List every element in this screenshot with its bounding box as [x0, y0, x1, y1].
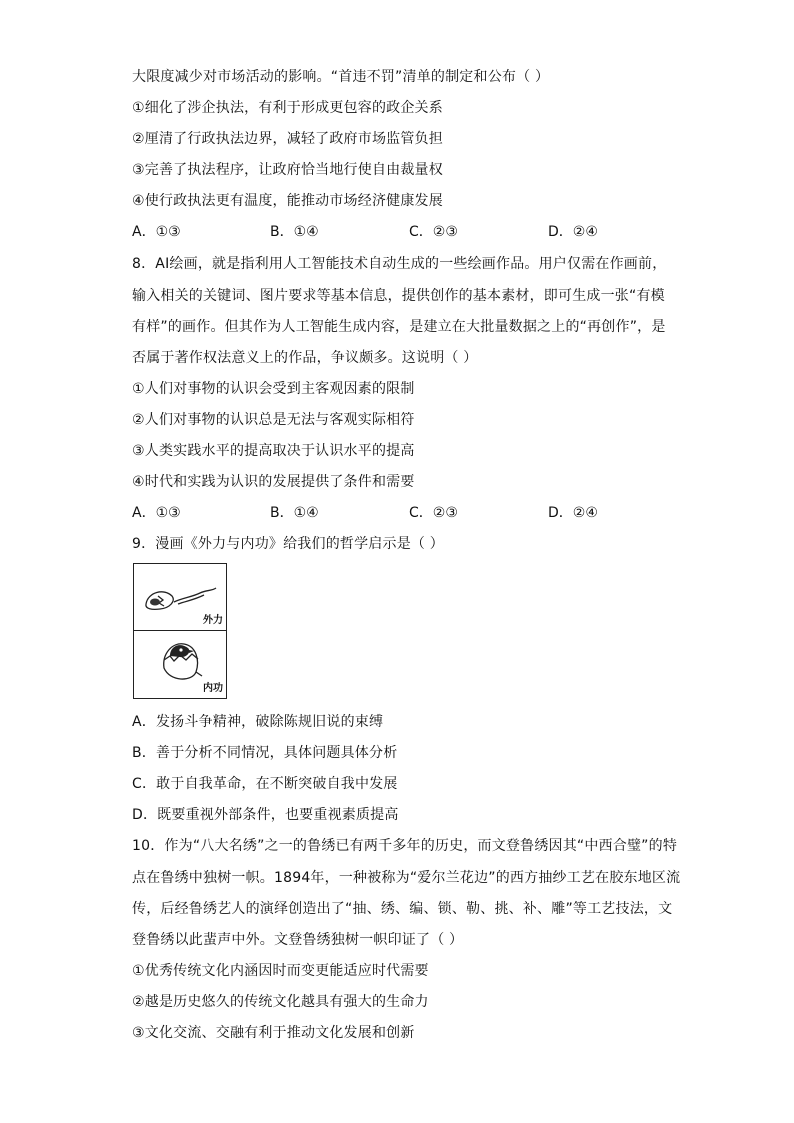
q9-option-d[interactable]: D．既要重视外部条件，也要重视素质提高 — [132, 807, 399, 823]
q8-stem-line-3: 有样”的画作。但其作为人工智能生成内容，是建立在大批量数据之上的“再创作”，是 — [132, 319, 666, 335]
q8-stem-line-4: 否属于著作权法意义上的作品，争议颇多。这说明（ ） — [132, 350, 478, 366]
q7-statement-4: ④使行政执法更有温度，能推动市场经济健康发展 — [132, 193, 443, 209]
comic-divider — [134, 630, 226, 631]
q7-option-c[interactable]: C．②③ — [409, 224, 458, 240]
q8-statement-2: ②人们对事物的认识总是无法与客观实际相符 — [132, 412, 415, 428]
q7-option-d[interactable]: D．②④ — [548, 224, 598, 240]
q10-stem-line-3: 传，后经鲁绣艺人的演绎创造出了“抽、绣、编、锁、勒、挑、补、雕”等工艺技法，文 — [132, 901, 673, 917]
q9-option-b[interactable]: B．善于分析不同情况，具体问题具体分析 — [132, 745, 398, 761]
egg-yolk — [150, 599, 160, 606]
q7-option-a[interactable]: A．①③ — [132, 224, 181, 240]
q9-option-c[interactable]: C．敢于自我革命，在不断突破自我中发展 — [132, 776, 398, 792]
q8-stem-line-1: 8．AI绘画，就是指利用人工智能技术自动生成的一些绘画作品。用户仅需在作画前， — [132, 256, 667, 272]
chick-eye — [179, 648, 182, 651]
q10-statement-2: ②越是历史悠久的传统文化越具有强大的生命力 — [132, 994, 429, 1010]
q8-option-d[interactable]: D．②④ — [548, 505, 598, 521]
q7-stem-end: 大限度减少对市场活动的影响。“首违不罚”清单的制定和公布（ ） — [132, 69, 550, 85]
q7-option-b[interactable]: B．①④ — [270, 224, 319, 240]
q8-stem-line-2: 输入相关的关键词、图片要求等基本信息，提供创作的基本素材，即可生成一张“有模 — [132, 288, 665, 304]
q10-stem-line-4: 登鲁绣以此蜚声中外。文登鲁绣独树一帜印证了（ ） — [132, 932, 464, 948]
comic-label-outer-force: 外力 — [203, 615, 223, 626]
q8-option-b[interactable]: B．①④ — [270, 505, 319, 521]
spilled-yolk-trail — [174, 588, 216, 602]
comic-label-inner-strength: 内功 — [203, 683, 223, 694]
q8-statement-4: ④时代和实践为认识的发展提供了条件和需要 — [132, 474, 415, 490]
q8-options — [132, 503, 652, 523]
q10-stem-line-1: 10．作为“八大名绣”之一的鲁绣已有两千多年的历史，而文登鲁绣因其“中西合璧”的特 — [132, 838, 678, 854]
q10-stem-line-2: 点在鲁绣中独树一帜。1894年，一种被称为“爱尔兰花边”的西方抽纱工艺在胶东地区流 — [132, 870, 681, 886]
q8-statement-3: ③人类实践水平的提高取决于认识水平的提高 — [132, 443, 415, 459]
q7-statement-3: ③完善了执法程序，让政府恰当地行使自由裁量权 — [132, 162, 443, 178]
chick-beak — [189, 650, 194, 653]
q10-statement-1: ①优秀传统文化内涵因时而变更能适应时代需要 — [132, 963, 429, 979]
comic-drawing — [134, 564, 226, 698]
q7-options — [132, 222, 652, 242]
q8-option-c[interactable]: C．②③ — [409, 505, 458, 521]
q7-statement-2: ②厘清了行政执法边界，减轻了政府市场监管负担 — [132, 131, 443, 147]
egg-shadow-line — [196, 672, 202, 676]
comic-outer-force-inner-strength — [133, 563, 227, 699]
q10-statement-3: ③文化交流、交融有利于推动文化发展和创新 — [132, 1025, 415, 1041]
q9-option-a[interactable]: A．发扬斗争精神，破除陈规旧说的束缚 — [132, 714, 384, 730]
q8-option-a[interactable]: A．①③ — [132, 505, 181, 521]
broken-egg-shell — [146, 592, 173, 610]
q7-statement-1: ①细化了涉企执法，有利于形成更包容的政企关系 — [132, 100, 443, 116]
q8-statement-1: ①人们对事物的认识会受到主客观因素的限制 — [132, 381, 415, 397]
q9-stem: 9．漫画《外力与内功》给我们的哲学启示是（ ） — [132, 536, 444, 552]
